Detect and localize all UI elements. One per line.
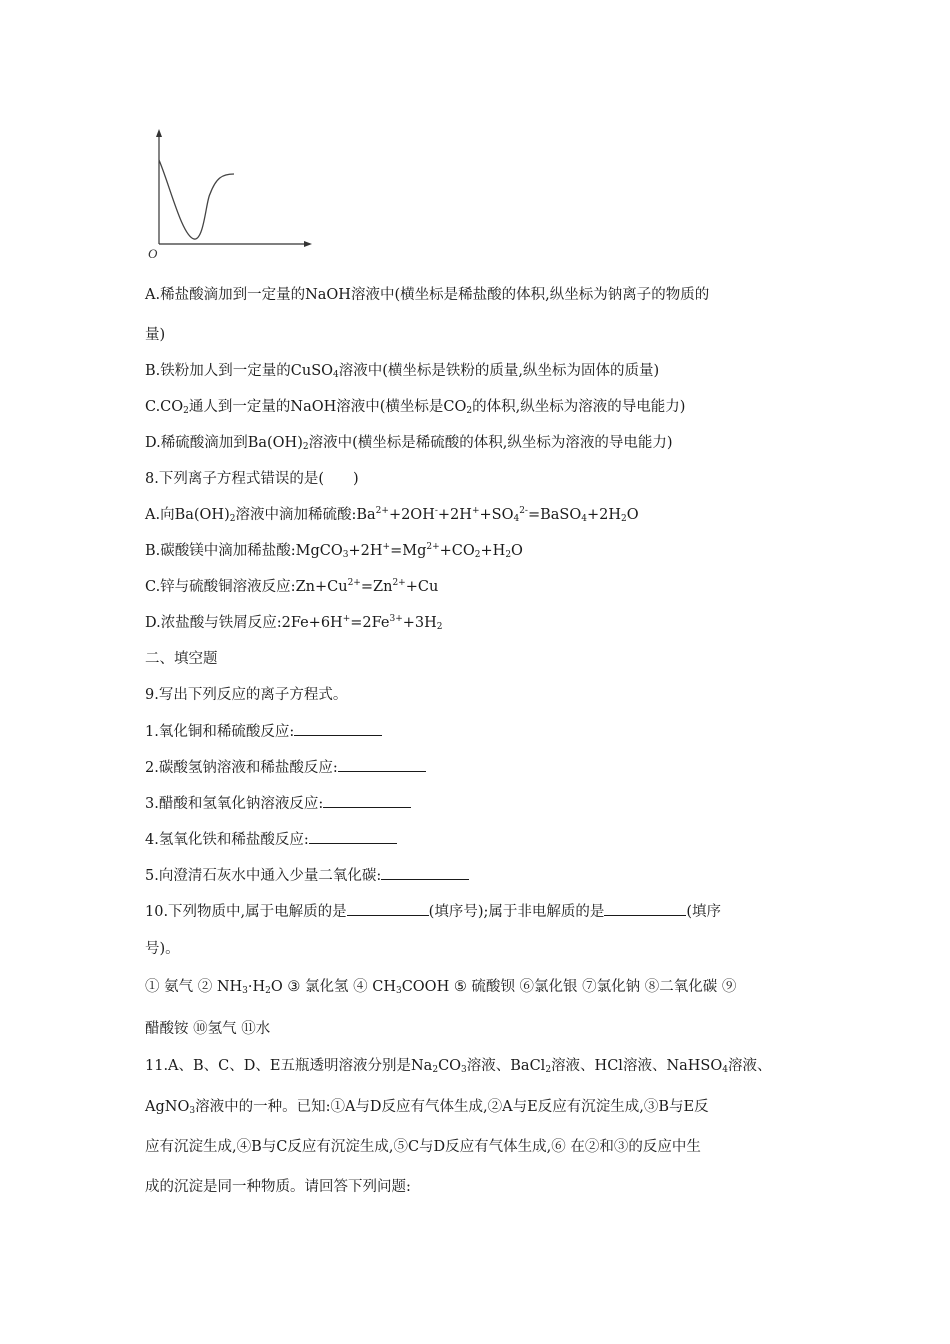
electrolyte-blank[interactable]: [347, 901, 429, 916]
q11-line4: 成的沉淀是同一种物质。请回答下列问题:: [145, 1179, 411, 1195]
q7-option-a-line2: 量): [145, 327, 166, 343]
q7-option-b: B.铁粉加人到一定量的CuSO$_4$溶液中(横坐标是铁粉的质量,纵坐标为固体的质量): [145, 363, 660, 380]
q7-option-d: D.稀硫酸滴加到$Ba(OH)_2$溶液中(横坐标是稀硫酸的体积,纵坐标为溶液的导电能力): [145, 435, 673, 452]
q11-line3: 应有沉淀生成,④B与C反应有沉淀生成,⑤C与D反应有气体生成,⑥ 在②和③的反应中生: [145, 1139, 701, 1155]
q7-option-a-line1: A.稀盐酸滴加到一定量的NaOH溶液中(横坐标是稀盐酸的体积,纵坐标为钠离子的物质的: [145, 287, 710, 303]
q11-line1: 11.A、B、C、D、E五瓶透明溶液分别是$Na_2CO_3$溶液、BaCl$_2$溶液、HCl溶液、NaHSO$_4$溶液、: [145, 1058, 772, 1075]
section-title: 二、填空题: [145, 651, 218, 667]
answer-blank[interactable]: [309, 829, 397, 844]
q8-stem: 8.下列离子方程式错误的是( ): [145, 471, 359, 487]
answer-blank[interactable]: [294, 721, 382, 736]
q8-option-c: C.锌与硫酸铜溶液反应$:Zn+Cu^{2+}=Zn^{2+}+Cu$: [145, 578, 439, 595]
q9-item: 2.碳酸氢钠溶液和稀盐酸反应:: [145, 757, 426, 778]
curve: [159, 160, 234, 239]
q10-stem: 10.下列物质中,属于电解质的是 (填序号);属于非电解质的是 (填序: [145, 901, 721, 922]
q9-item: 3.醋酸和氢氧化钠溶液反应:: [145, 793, 411, 814]
y-axis-arrow: [156, 129, 162, 137]
q9-item: 5.向澄清石灰水中通入少量二氧化碳:: [145, 865, 469, 886]
curve-figure: [140, 126, 320, 261]
q9-item: 4.氢氧化铁和稀盐酸反应:: [145, 829, 397, 850]
q8-option-b: B.碳酸镁中滴加稀盐酸$:MgCO_3+2H^+=Mg^{2+}+CO_2+H_2O$: [145, 542, 523, 560]
q11-line2: AgNO$_3$溶液中的一种。已知:①A与D反应有气体生成,②A与E反应有沉淀生成,③B与E反: [145, 1099, 709, 1116]
q10-stem-line2: 号)。: [145, 941, 180, 957]
answer-blank[interactable]: [323, 793, 411, 808]
answer-blank[interactable]: [381, 865, 469, 880]
axes: [159, 134, 308, 244]
origin-label: O: [148, 246, 158, 261]
q9-item: 1.氧化铜和稀硫酸反应:: [145, 721, 382, 742]
q10-options-line2: 醋酸铵 ⑩氢气 ⑪水: [145, 1021, 271, 1037]
q8-option-a: A.向$Ba(OH)_2$溶液中滴加稀硫酸$:Ba^{2+}+2OH^-+2H^++SO_4^{2-}=BaSO_4+2H_2O$: [145, 506, 639, 524]
x-axis-arrow: [304, 241, 312, 247]
q8-option-d: D.浓盐酸与铁屑反应$:2Fe+6H^+=2Fe^{3+}+3H_2$: [145, 614, 443, 632]
non-electrolyte-blank[interactable]: [604, 901, 686, 916]
q10-options: ① 氨气 ② $NH_3\cdot H_2O$ ③ 氯化氢 ④ $CH_3COOH$ ⑤ 硫酸钡 ⑥氯化银 ⑦氯化钠 ⑧二氧化碳 ⑨: [145, 979, 737, 996]
q7-option-c: $C.CO_2$通人到一定量的NaOH溶液中(横坐标是$CO_2$的体积,纵坐标为溶液的导电能力): [145, 399, 686, 416]
q9-stem: 9.写出下列反应的离子方程式。: [145, 687, 348, 703]
answer-blank[interactable]: [338, 757, 426, 772]
